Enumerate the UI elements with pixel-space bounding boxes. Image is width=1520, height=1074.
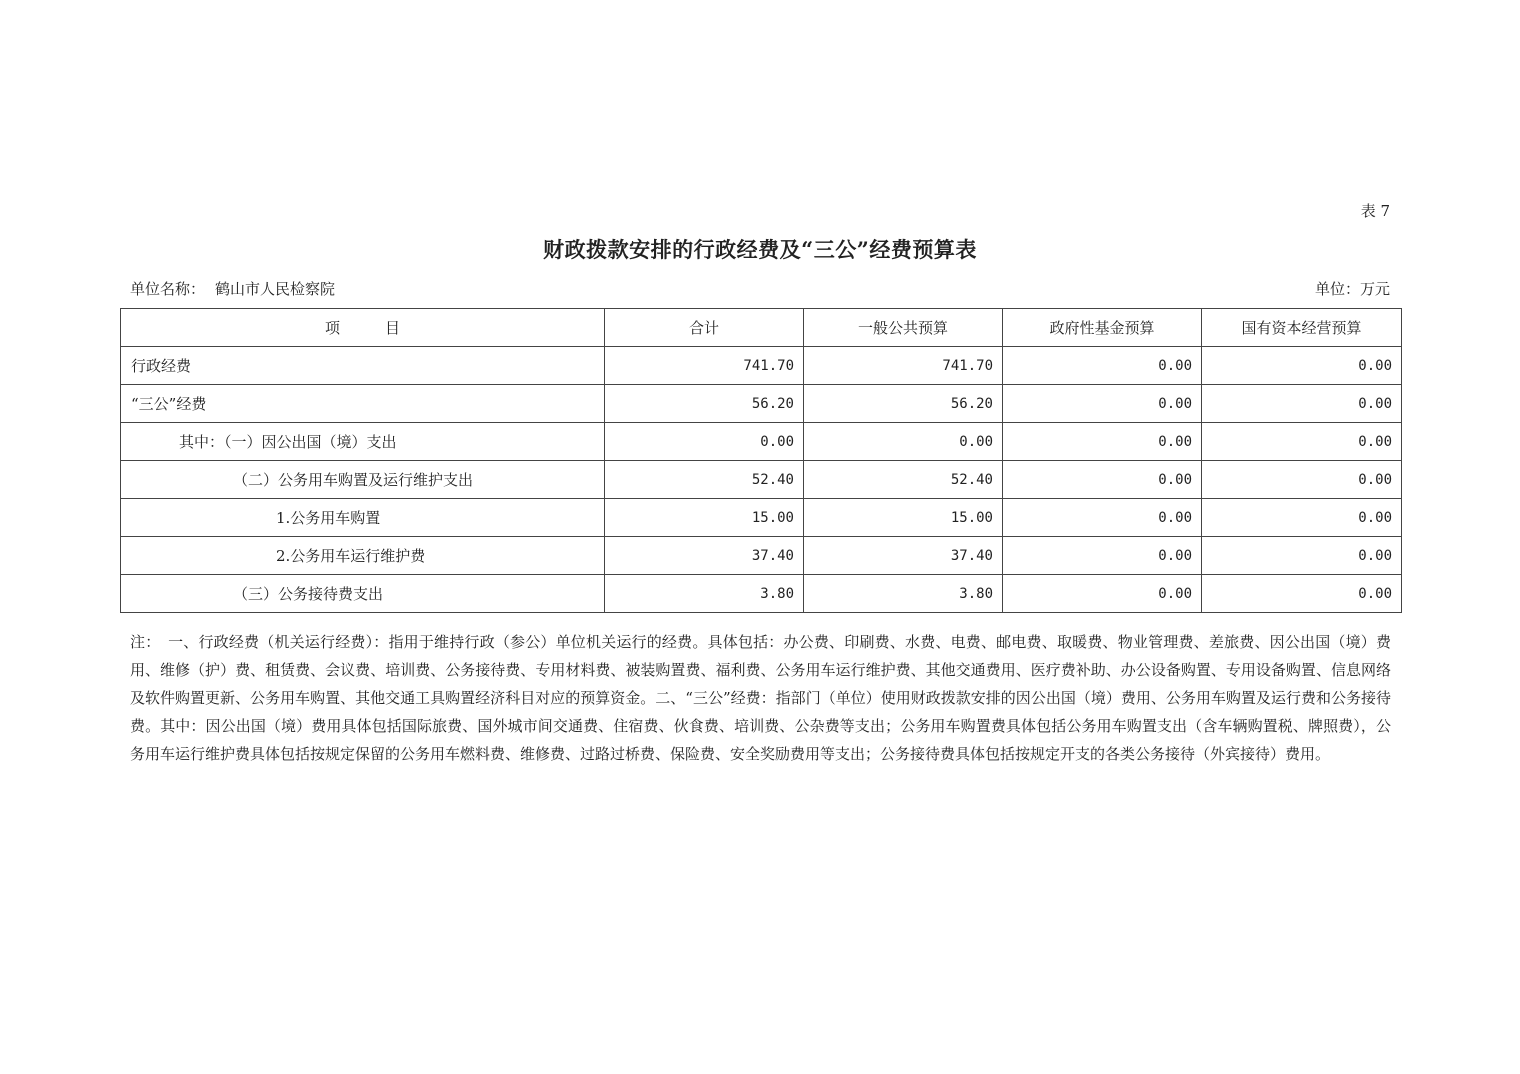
cell-government-fund: 0.00 <box>1003 347 1202 385</box>
table-row <box>121 461 1402 499</box>
row-item-label: 其中：（一）因公出国（境）支出 <box>121 423 605 461</box>
cell-general-budget: 3.80 <box>804 575 1003 613</box>
row-item-label: “三公”经费 <box>121 385 605 423</box>
row-item-label: 2.公务用车运行维护费 <box>121 537 605 575</box>
cell-general-budget: 741.70 <box>804 347 1003 385</box>
budget-table <box>120 308 1402 613</box>
cell-total: 3.80 <box>605 575 804 613</box>
column-header-total: 合计 <box>605 309 804 347</box>
cell-general-budget: 56.20 <box>804 385 1003 423</box>
cell-government-fund: 0.00 <box>1003 575 1202 613</box>
cell-state-capital: 0.00 <box>1202 499 1402 537</box>
unit-name-value: 鹤山市人民检察院 <box>215 280 336 298</box>
cell-government-fund: 0.00 <box>1003 461 1202 499</box>
cell-general-budget: 52.40 <box>804 461 1003 499</box>
table-body <box>121 347 1402 613</box>
document-title: 财政拨款安排的行政经费及“三公”经费预算表 <box>543 237 977 262</box>
cell-state-capital: 0.00 <box>1202 423 1402 461</box>
cell-government-fund: 0.00 <box>1003 423 1202 461</box>
cell-total: 741.70 <box>605 347 804 385</box>
cell-state-capital: 0.00 <box>1202 461 1402 499</box>
column-header-general-budget: 一般公共预算 <box>804 309 1003 347</box>
unit-name <box>130 278 335 299</box>
cell-state-capital: 0.00 <box>1202 537 1402 575</box>
row-item-label: 1.公务用车购置 <box>121 499 605 537</box>
row-item-label: 行政经费 <box>121 347 605 385</box>
table-row <box>121 499 1402 537</box>
cell-government-fund: 0.00 <box>1003 537 1202 575</box>
cell-general-budget: 15.00 <box>804 499 1003 537</box>
cell-state-capital: 0.00 <box>1202 385 1402 423</box>
table-row <box>121 537 1402 575</box>
row-item-label: （三）公务接待费支出 <box>121 575 605 613</box>
column-header-state-capital: 国有资本经营预算 <box>1202 309 1402 347</box>
cell-state-capital: 0.00 <box>1202 347 1402 385</box>
cell-total: 0.00 <box>605 423 804 461</box>
table-header-row <box>121 309 1402 347</box>
cell-state-capital: 0.00 <box>1202 575 1402 613</box>
table-number: 表 7 <box>1360 202 1390 220</box>
column-header-government-fund: 政府性基金预算 <box>1003 309 1202 347</box>
table-row <box>121 385 1402 423</box>
row-item-label: （二）公务用车购置及运行维护支出 <box>121 461 605 499</box>
notes: 注： 一、行政经费（机关运行经费）：指用于维持行政（参公）单位机关运行的经费。具体包括：办公费、印刷费、水费、电费、邮电费、取暖费、物业管理费、差旅费、因公出国（境）费用、维修（护）费、租赁费、会议费、培训费、公务接待费、专用材料费、被装购置费、福利费、公务用车运行维护费、其他交通费用、医疗费补助、办公设备购置、专用设备购置、信息网络及软件购置更新、公务用车购置、其他交通工具购置经济科目对应的预算资金。二、“三公”经费：指部门（单位）使用财政拨款安排的因公出国（境）费用、公务用车购置及运行费和公务接待费。其中：因公出国（境）费用具体包括国际旅费、国外城市间交通费、住宿费、伙食费、培训费、公杂费等支出；公务用车购置费具体包括公务用车购置支出（含车辆购置税、牌照费），公务用车运行维护费具体包括按规定保留的公务用车燃料费、维修费、过路过桥费、保险费、安全奖励费用等支出；公务接待费具体包括按规定开支的各类公务接待（外宾接待）费用。 <box>130 633 1391 763</box>
table-row <box>121 423 1402 461</box>
unit-name-label: 单位名称： <box>130 280 206 298</box>
cell-total: 52.40 <box>605 461 804 499</box>
currency-unit: 单位：万元 <box>1314 280 1390 298</box>
cell-total: 37.40 <box>605 537 804 575</box>
cell-general-budget: 0.00 <box>804 423 1003 461</box>
table-row <box>121 347 1402 385</box>
cell-government-fund: 0.00 <box>1003 385 1202 423</box>
cell-government-fund: 0.00 <box>1003 499 1202 537</box>
table-row <box>121 575 1402 613</box>
cell-total: 56.20 <box>605 385 804 423</box>
column-header-item: 项 目 <box>121 309 605 347</box>
cell-total: 15.00 <box>605 499 804 537</box>
cell-general-budget: 37.40 <box>804 537 1003 575</box>
